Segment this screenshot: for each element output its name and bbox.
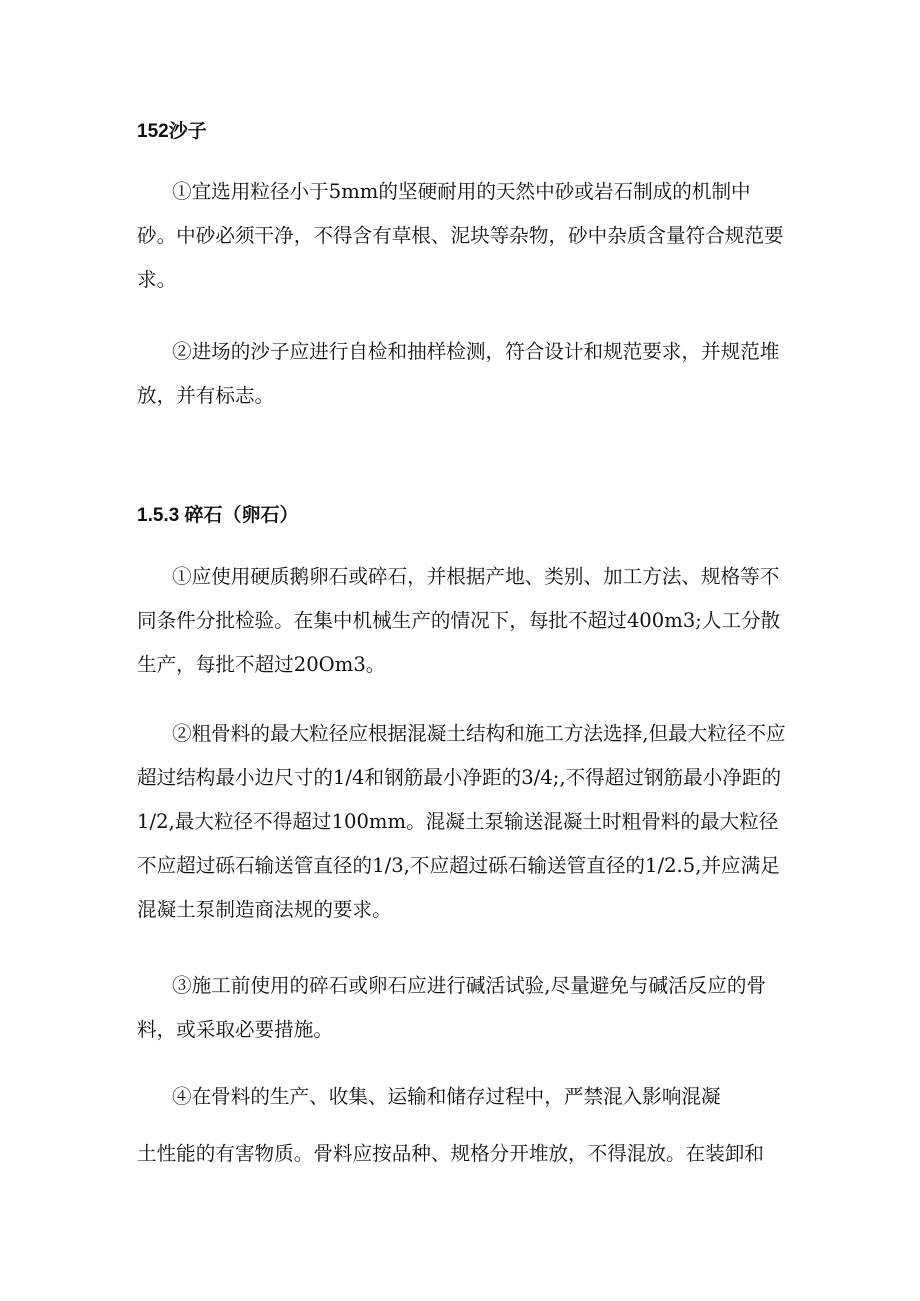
section-heading-153: 1.5.3 碎石（卵石） <box>137 505 299 526</box>
paragraph-gravel-5: 土性能的有害物质。骨料应按品种、规格分开堆放，不得混放。在装卸和 <box>137 1142 764 1165</box>
paragraph-sand-2: ②进场的沙子应进行自检和抽样检测，符合设计和规范要求，并规范堆放，并有标志。 <box>137 340 780 407</box>
paragraph-gravel-4: ④在骨料的生产、收集、运输和储存过程中，严禁混入影响混凝 <box>172 1085 721 1108</box>
paragraph-gravel-1: ①应使用硬质鹅卵石或碎石，并根据产地、类别、加工方法、规格等不同条件分批检验。在集中机械生产的情况下，每批不超过400m3;人工分散生产，每批不超过20Om3。 <box>137 565 781 676</box>
paragraph-sand-1: ①宜选用粒径小于5mm的坚硬耐用的天然中砂或岩石制成的机制中砂。中砂必须干净，不得含有草根、泥块等杂物，砂中杂质含量符合规范要求。 <box>137 180 784 291</box>
section-heading-152: 152沙子 <box>137 121 207 142</box>
paragraph-gravel-2: ②粗骨料的最大粒径应根据混凝土结构和施工方法选择,但最大粒径不应超过结构最小边尺寸的1/4和钢筋最小净距的3/4;,不得超过钢筋最小净距的1/2,最大粒径不得超过100mm。混凝土泵输送混凝土时粗骨料的最大粒径不应超过砾石输送管直径的1/3,不应超过砾石输送管直径的1/2.5,并应满足混凝土泵制造商法规的要求。 <box>137 722 786 921</box>
paragraph-gravel-3: ③施工前使用的碎石或卵石应进行碱活试验,尽量避免与碱活反应的骨料，或采取必要措施。 <box>137 974 767 1041</box>
